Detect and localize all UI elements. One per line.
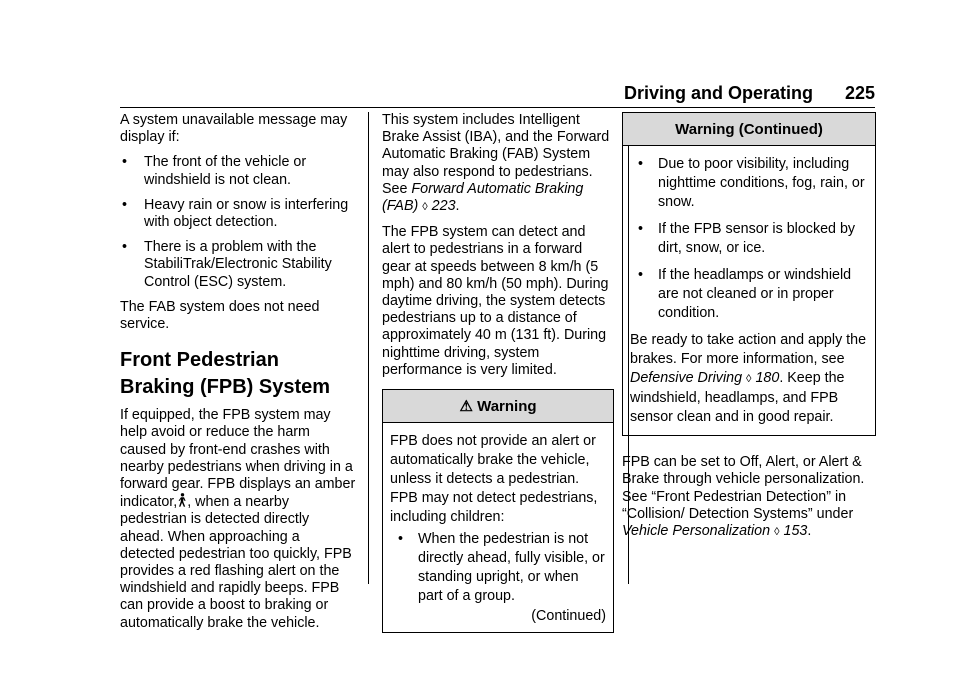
detection-paragraph: The FPB system can detect and alert to pedestrians in a forward gear at speeds between 8 km/h (5 mph) and 80 km/h (50 mph). During daytime driving, the system detects pedestrians up to a distance of approximately 40 m (131 ft). During nighttime driving, system performance is very limited. [382, 224, 609, 378]
column-3 [622, 112, 876, 549]
header-rule [120, 107, 875, 108]
page-ref[interactable]: 180 [755, 370, 780, 387]
bullet: • [638, 156, 644, 173]
bullet: • [122, 154, 128, 171]
warning-box-continued [622, 112, 876, 436]
list-item: • The front of the vehicle or windshield is not clean. [122, 154, 307, 188]
bullet: • [122, 196, 128, 213]
section-title: Driving and Operating [623, 83, 813, 103]
warning-box [382, 389, 614, 633]
warning-text: Be ready to take action and apply the brakes. For more information, see Defensive Driving ◊ 180. Keep the windshield, headlamps, and FPB sensor clean and in good repair. [630, 332, 867, 426]
list-item: • When the pedestrian is not directly ahead, fully visible, or standing upright, or when part of a group. [398, 531, 605, 605]
iba-paragraph: This system includes Intelligent Brake Assist (IBA), and the Forward Automatic Braking (FAB) System may also respond to pedestrians. See Forward Automatic Braking (FAB) ◊ 223. [382, 112, 610, 215]
page-ref[interactable]: 223 [431, 198, 456, 215]
column-2 [382, 112, 614, 633]
section-heading: Front Pedestrian Braking (FPB) System [120, 349, 331, 399]
list-item: • Heavy rain or snow is interfering with object detection. [122, 196, 349, 231]
continued-label: (Continued) [531, 608, 606, 625]
page-ref-icon: ◊ [746, 373, 752, 386]
page-header [120, 83, 875, 105]
unavailable-intro: A system unavailable message may display if: [120, 112, 348, 146]
bullet: • [638, 221, 644, 238]
column-1 [120, 112, 356, 640]
warning-header: ⚠ Warning [383, 390, 613, 423]
defensive-driving-link[interactable]: Defensive Driving [630, 370, 743, 387]
pedestrian-icon [177, 493, 187, 507]
list-item: • If the FPB sensor is blocked by dirt, snow, or ice. [638, 221, 856, 257]
fab-service-note: The FAB system does not need service. [120, 298, 320, 333]
warning-header: Warning (Continued) [623, 113, 875, 146]
fpb-description: If equipped, the FPB system may help avoid or reduce the harm caused by front-end crashes with nearby pedestrians when driving in a forward gear. FPB displays an amber indicator, , when a nearby pedestrian is detected directly ahead. When approaching a detected pedestrian too quickly, FPB provides a red flashing alert on the windshield and rapidly beeps. FPB can provide a boost to braking or automatically brake the vehicle. [120, 407, 356, 631]
personalization-paragraph: FPB can be set to Off, Alert, or Alert & Brake through vehicle personalization. See “Front Pedestrian Detection” in “Collision/ Detection Systems” under Vehicle Personalization ◊ 153. [622, 454, 865, 540]
list-item: • There is a problem with the StabiliTrak/Electronic Stability Control (ESC) system. [122, 239, 332, 290]
vehicle-personalization-link[interactable]: Vehicle Personalization [622, 523, 771, 540]
bullet: • [122, 239, 128, 256]
page-number: 225 [844, 83, 875, 103]
column-divider [368, 112, 369, 584]
list-item: • Due to poor visibility, including nighttime conditions, fog, rain, or snow. [638, 156, 865, 211]
fab-reference-link[interactable]: Forward Automatic Braking (FAB) [382, 180, 584, 215]
warning-icon: ⚠ [459, 398, 473, 416]
page-ref-icon: ◊ [422, 201, 428, 214]
page-ref-icon: ◊ [774, 526, 780, 539]
bullet: • [398, 531, 404, 548]
page-ref[interactable]: 153 [783, 523, 808, 540]
list-item: • If the headlamps or windshield are not cleaned or in proper condition. [638, 267, 852, 322]
bullet: • [638, 267, 644, 284]
warning-text: FPB does not provide an alert or automatically brake the vehicle, unless it detects a pedestrian. FPB may not detect pedestrians, including children: [390, 433, 598, 526]
